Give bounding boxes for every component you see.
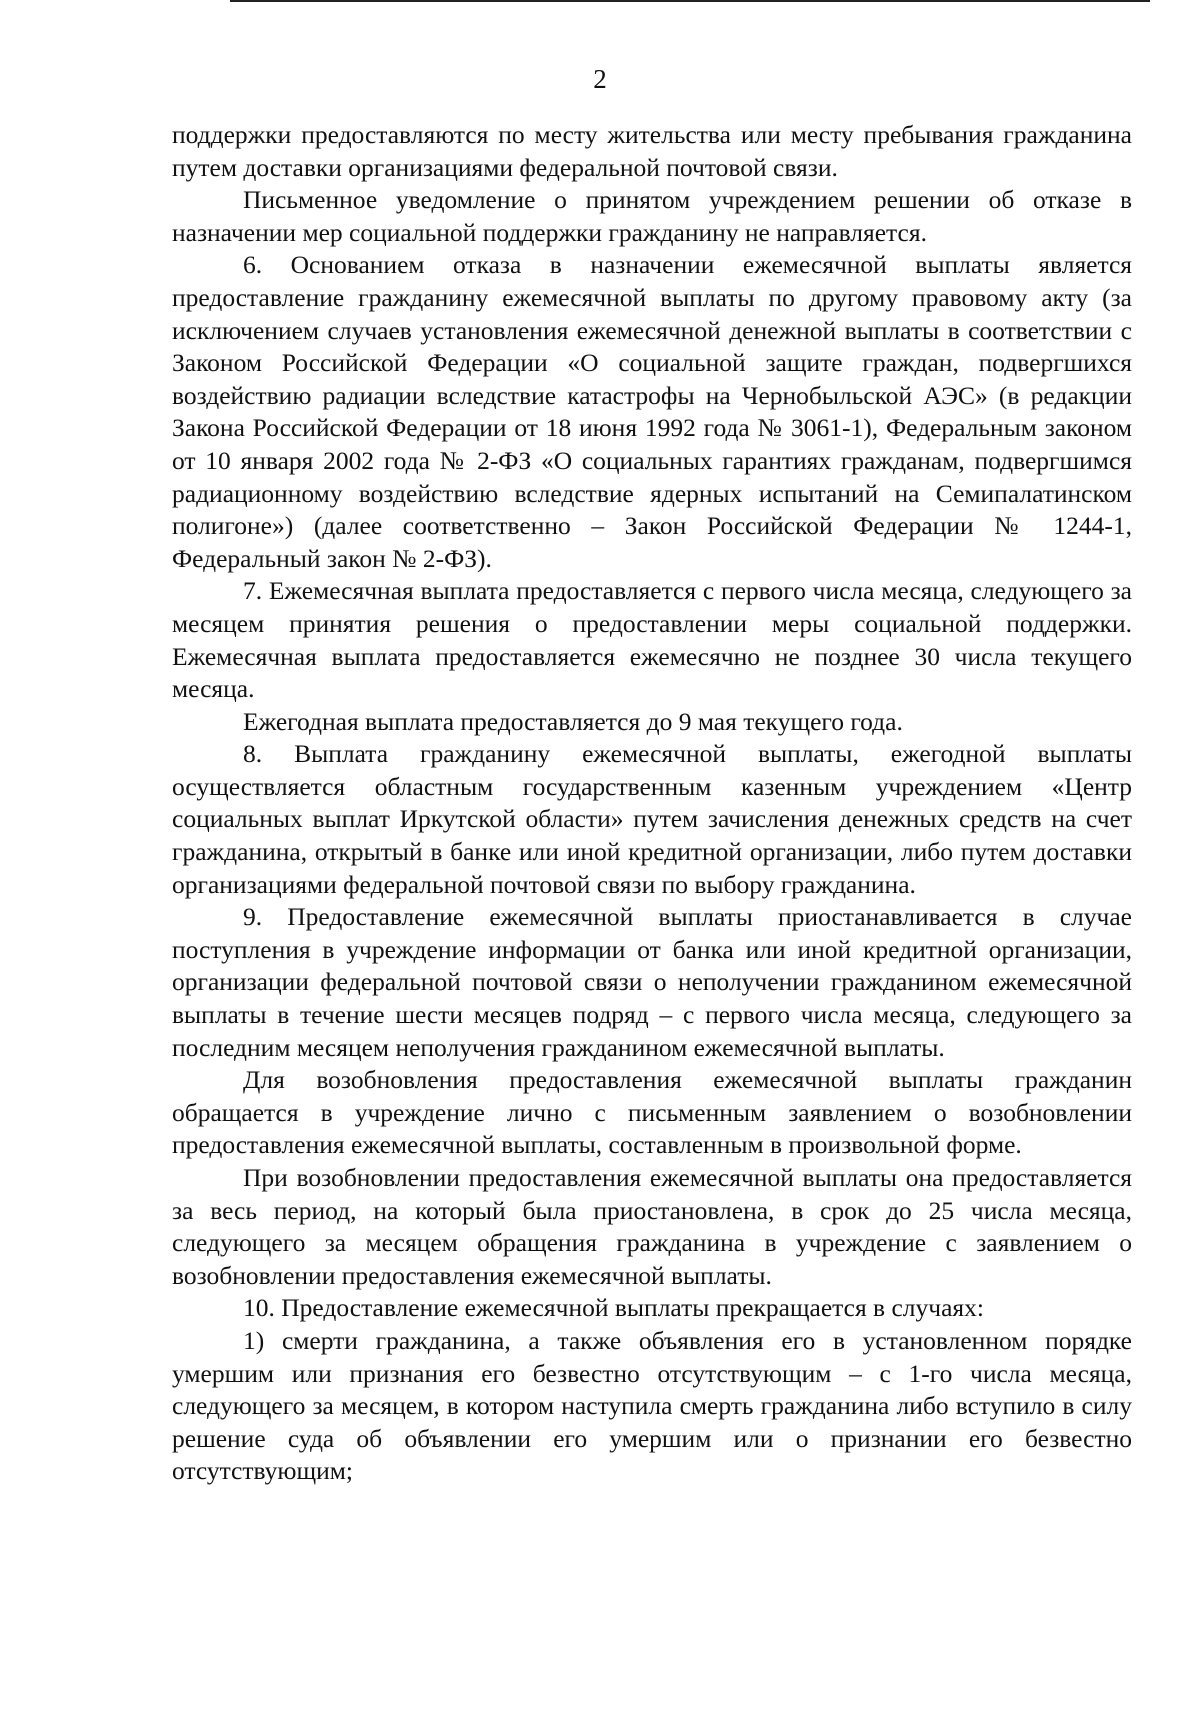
document-body [172, 119, 1132, 1488]
paragraph-clause-7: 7. Ежемесячная выплата предоставляется с первого числа месяца, следующего за месяцем принятия решения о предоставлении меры социальной поддержки. Ежемесячная выплата предоставляется ежемесячно не позднее 30 числа текущего месяца. [172, 576, 1132, 704]
paragraph-continuation: поддержки предоставляются по месту жительства или месту пребывания гражданина путем доставки организациями федеральной почтовой связи. [172, 120, 1132, 182]
paragraph-annual-payment: Ежегодная выплата предоставляется до 9 мая текущего года. [243, 706, 903, 736]
paragraph-clause-6: 6. Основанием отказа в назначении ежемесячной выплаты является предоставление гражданину ежемесячной выплаты по другому правовому акту (за исключением случаев установления ежемесячной денежной выплаты в соответствии с Законом Российской Федерации «О социальной защите граждан, подвергшихся воздействию радиации вследствие катастрофы на Чернобыльской АЭС» (в редакции Закона Российской Федерации от 18 июня 1992 года № 3061-1), Федеральным законом от 10 января 2002 года № 2-ФЗ «О социальных гарантиях гражданам, подвергшимся радиационному воздействию вследствие ядерных испытаний на Семипалатинском полигоне») (далее соответственно – Закон Российской Федерации № 1244-1, Федеральный закон № 2-ФЗ). [172, 250, 1132, 573]
page-number: 2 [593, 64, 607, 94]
paragraph-clause-8: 8. Выплата гражданину ежемесячной выплаты, ежегодной выплаты осуществляется областным государственным казенным учреждением «Центр социальных выплат Иркутской области» путем зачисления денежных средств на счет гражданина, открытый в банке или иной кредитной организации, либо путем доставки организациями федеральной почтовой связи по выбору гражданина. [172, 739, 1132, 899]
top-border-line [230, 0, 1150, 2]
paragraph-resumption-payment: При возобновлении предоставления ежемесячной выплаты она предоставляется за весь период, на который была приостановлена, в срок до 25 числа месяца, следующего за месяцем обращения гражданина в учреждение с заявлением о возобновлении предоставления ежемесячной выплаты. [172, 1163, 1132, 1290]
paragraph-clause-10: 10. Предоставление ежемесячной выплаты прекращается в случаях: [243, 1293, 984, 1323]
paragraph-clause-9: 9. Предоставление ежемесячной выплаты приостанавливается в случае поступления в учреждение информации от банка или иной кредитной организации, организации федеральной почтовой связи о неполучении гражданином ежемесячной выплаты в течение шести месяцев подряд – с первого числа месяца, следующего за последним месяцем неполучения гражданином ежемесячной выплаты. [172, 902, 1132, 1062]
paragraph-notice: Письменное уведомление о принятом учреждением решении об отказе в назначении мер социальной поддержки гражданину не направляется. [172, 185, 1132, 247]
paragraph-resumption-request: Для возобновления предоставления ежемесячной выплаты гражданин обращается в учреждение лично с письменным заявлением о возобновлении предоставления ежемесячной выплаты, составленным в произвольной форме. [172, 1065, 1132, 1160]
paragraph-subclause-1: 1) смерти гражданина, а также объявления его в установленном порядке умершим или признания его безвестно отсутствующим – с 1-го числа месяца, следующего за месяцем, в котором наступила смерть гражданина либо вступило в силу решение суда об объявлении его умершим или о признании его безвестно отсутствующим; [172, 1325, 1132, 1486]
